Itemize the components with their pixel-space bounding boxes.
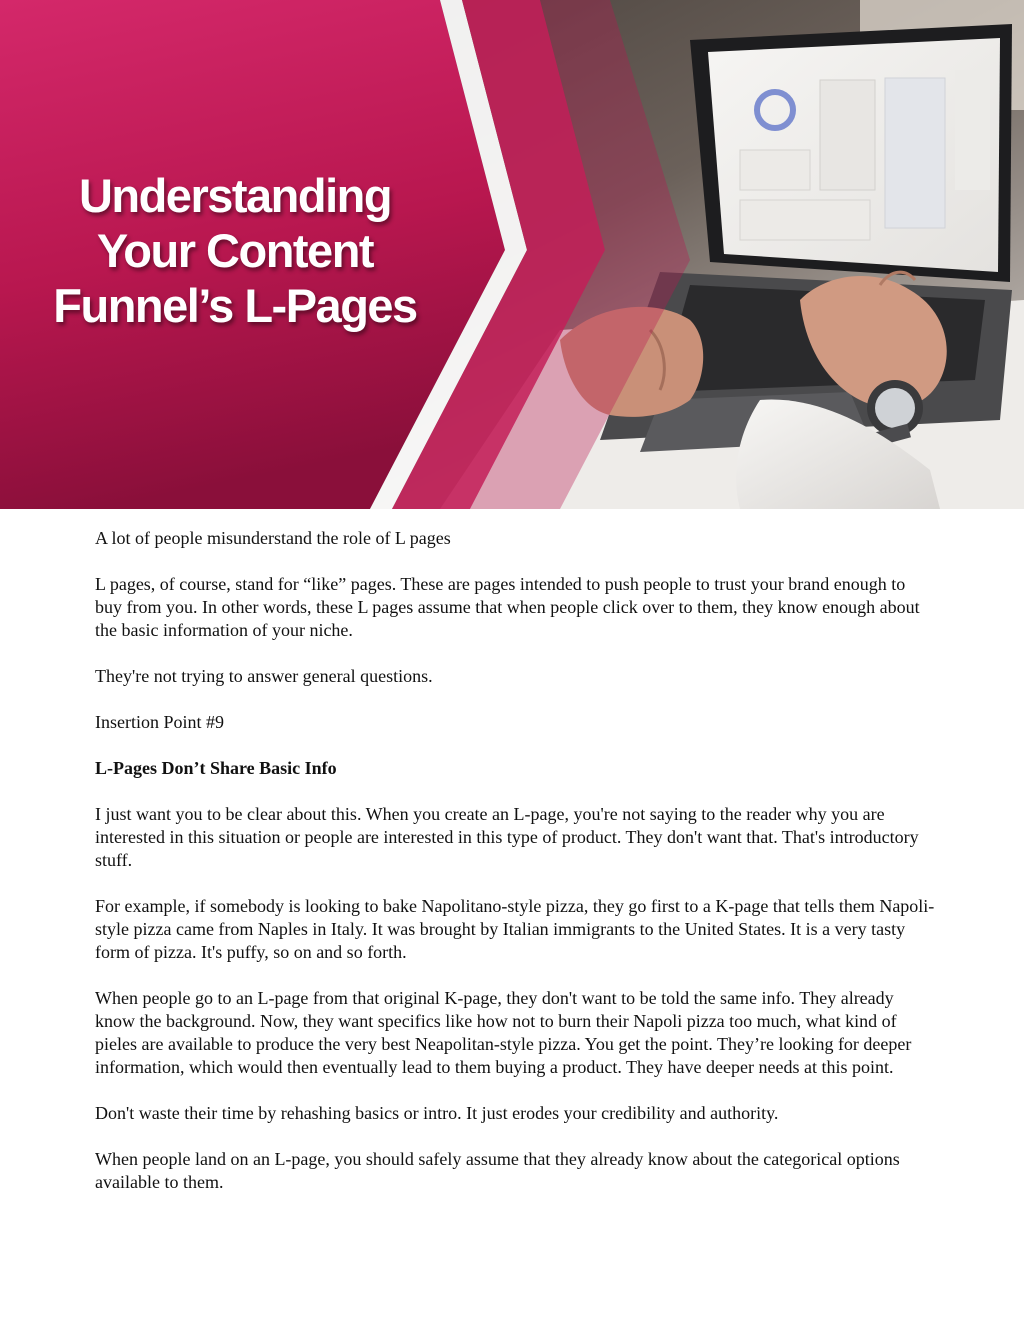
paragraph-3: I just want you to be clear about this. When you create an L-page, you're not saying to the reader why you are interested in this situation or people are interested in this type of product. They don't want that. That's introductory stuff.: [95, 804, 919, 870]
intro-paragraph: A lot of people misunderstand the role of L pages: [95, 528, 451, 548]
hero-title-line-2: Your Content: [96, 224, 374, 277]
insertion-point-label: Insertion Point #9: [95, 712, 224, 732]
hero-title-line-3: Funnel’s L-Pages: [53, 279, 417, 332]
paragraph-7: When people land on an L-page, you should safely assume that they already know about the categorical options available to them.: [95, 1149, 900, 1192]
paragraph-1: L pages, of course, stand for “like” pages. These are pages intended to push people to trust your brand enough to buy from you. In other words, these L pages assume that when people click over to them, they know enough about the basic information of your niche.: [95, 574, 920, 640]
paragraph-2: They're not trying to answer general questions.: [95, 666, 433, 686]
hero-banner: [0, 0, 1024, 509]
paragraph-5: When people go to an L-page from that original K-page, they don't want to be told the same info. They already know the background. Now, they want specifics like how not to burn their Napoli pizza too much, what kind of pieles are available to produce the very best Neapolitan-style pizza. You get the point. They’re looking for deeper information, which would then eventually lead to them buying a product. They have deeper needs at this point.: [95, 988, 912, 1077]
hero-title: [0, 168, 470, 333]
hero-title-line-1: Understanding: [78, 169, 392, 222]
section-heading: L-Pages Don’t Share Basic Info: [95, 758, 337, 778]
article-body: [95, 527, 935, 1217]
paragraph-6: Don't waste their time by rehashing basics or intro. It just erodes your credibility and authority.: [95, 1103, 779, 1123]
paragraph-4: For example, if somebody is looking to bake Napolitano-style pizza, they go first to a K-page that tells them Napoli-style pizza came from Naples in Italy. It was brought by Italian immigrants to the United States. It is a very tasty form of pizza. It's puffy, so on and so forth.: [95, 896, 935, 962]
